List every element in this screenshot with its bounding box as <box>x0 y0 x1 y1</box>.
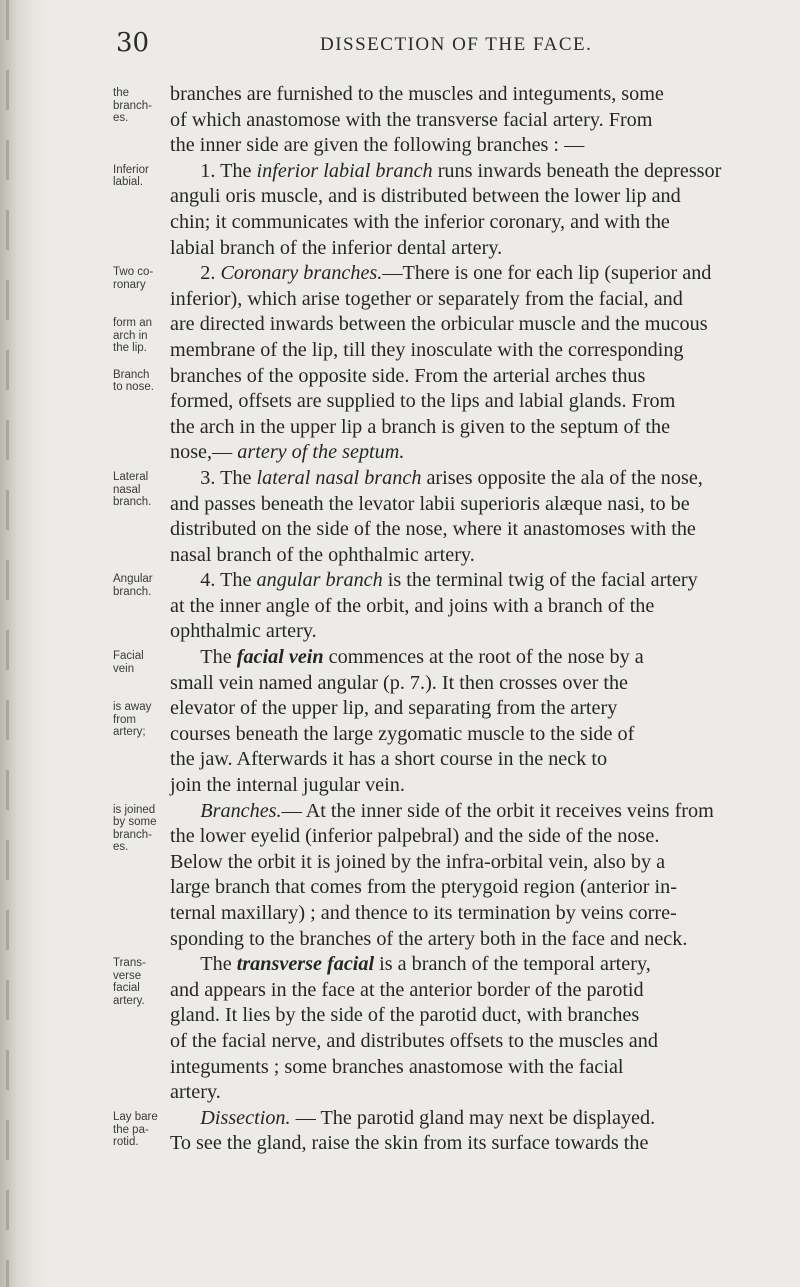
text-segment: at the inner angle of the orbit, and joins with a branch of the <box>170 594 655 617</box>
running-head: DISSECTION OF THE FACE. <box>320 34 593 55</box>
margin-note-line: branch- <box>113 828 152 841</box>
text-line <box>170 850 782 876</box>
text-line <box>170 952 782 978</box>
text-line <box>170 696 782 722</box>
text-segment: nose,— <box>170 441 238 464</box>
margin-note <box>113 1111 173 1149</box>
margin-note-line: branch. <box>113 496 152 508</box>
text-segment: ophthalmic artery. <box>170 620 317 643</box>
text-line <box>170 1029 782 1055</box>
text-segment: To see the gland, raise the skin from its surface towards the <box>170 1132 649 1155</box>
margin-note-line: by some <box>113 816 157 829</box>
emphasized-term: transverse facial <box>236 953 375 976</box>
text-segment: large branch that comes from the pterygoid region (anterior in- <box>170 876 677 899</box>
text-line <box>170 210 782 236</box>
text-line <box>170 261 782 287</box>
text-segment: runs inwards beneath the depressor <box>432 159 722 182</box>
margin-note-line: form an <box>113 317 152 330</box>
margin-note-line: Trans- <box>113 957 146 970</box>
margin-note-line: labial. <box>113 176 144 189</box>
text-line <box>170 1003 782 1029</box>
margin-note-line: nasal <box>113 483 141 496</box>
margin-note <box>113 164 173 189</box>
text-line <box>170 364 782 390</box>
text-line <box>170 338 782 364</box>
margin-note-line: to nose. <box>113 381 154 394</box>
text-segment: membrane of the lip, till they inosculate with the corresponding <box>170 338 684 361</box>
margin-note-line: Facial <box>113 650 144 663</box>
margin-note <box>113 957 173 1007</box>
emphasized-term: inferior labial branch <box>256 159 433 182</box>
text-line <box>170 747 782 773</box>
emphasized-term: lateral nasal branch <box>256 466 422 489</box>
margin-note-line: Two co- <box>113 266 154 279</box>
text-segment: ternal maxillary) ; and thence to its termination by veins corre- <box>170 902 677 924</box>
text-segment: the jaw. Afterwards it has a short course in the neck to <box>170 748 608 771</box>
emphasized-term: Dissection. <box>200 1106 291 1129</box>
margin-note-line: rotid. <box>113 1136 139 1148</box>
text-line <box>170 594 782 620</box>
text-line <box>170 236 782 262</box>
text-line <box>170 645 782 671</box>
book-binding-edge <box>0 0 48 1287</box>
text-segment: of which anastomose with the transverse facial artery. From <box>170 108 653 131</box>
margin-note-line: Lateral <box>113 471 149 483</box>
text-segment: chin; it communicates with the inferior coronary, and with the <box>170 210 670 233</box>
margin-note-line: the pa- <box>113 1123 149 1136</box>
text-segment: the lower eyelid (inferior palpebral) and the side of the nose. <box>170 825 660 848</box>
text-segment: Below the orbit it is joined by the infra-orbital vein, also by a <box>170 850 666 873</box>
text-segment <box>170 800 200 822</box>
text-segment: small vein named angular (p. 7.). It then crosses over the <box>170 671 629 694</box>
text-segment: is the terminal twig of the facial artery <box>382 569 698 592</box>
text-segment: nasal branch of the ophthalmic artery. <box>170 543 475 566</box>
text-line <box>170 159 782 185</box>
text-line <box>170 543 782 569</box>
text-line <box>170 773 782 799</box>
margin-note-line: artery. <box>113 994 145 1007</box>
margin-note-line: from <box>113 713 136 726</box>
text-segment: branches are furnished to the muscles and integuments, some <box>170 83 664 105</box>
emphasized-term: angular branch <box>256 569 383 592</box>
margin-note <box>113 471 173 509</box>
margin-note-line: is joined <box>113 803 156 816</box>
margin-note-line: Angular <box>113 573 153 586</box>
text-segment <box>170 1107 200 1129</box>
text-line <box>170 619 782 645</box>
margin-note-line: ronary <box>113 278 146 291</box>
text-segment: — At the inner side of the orbit it receives veins from <box>281 799 714 822</box>
text-segment: labial branch of the inferior dental artery. <box>170 236 503 259</box>
margin-note-line: Lay bare <box>113 1111 158 1123</box>
text-line <box>170 287 782 313</box>
text-segment: join the internal jugular vein. <box>170 774 405 797</box>
margin-note-line: branch- <box>113 99 152 112</box>
text-line <box>170 671 782 697</box>
margin-note <box>113 266 173 291</box>
margin-note-line: verse <box>113 969 142 982</box>
page-number: 30 <box>116 28 150 58</box>
page-header <box>100 28 760 68</box>
margin-note-line: Inferior <box>113 163 149 176</box>
text-segment: 1. The <box>170 159 257 182</box>
text-segment: the arch in the upper lip a branch is given to the septum of the <box>170 415 671 438</box>
margin-note <box>113 573 173 598</box>
text-line <box>170 82 782 108</box>
text-segment: the inner side are given the following branches : — <box>170 134 585 157</box>
text-segment: are directed inwards between the orbicular muscle and the mucous <box>170 313 708 336</box>
text-line <box>170 415 782 441</box>
text-line <box>170 389 782 415</box>
margin-note-line: vein <box>113 662 135 675</box>
text-line <box>170 517 782 543</box>
text-segment: branches of the opposite side. From the arterial arches thus <box>170 364 646 387</box>
text-segment: The <box>170 646 237 669</box>
text-segment: anguli oris muscle, and is distributed between the lower lip and <box>170 185 681 208</box>
margin-note-line: is away <box>113 701 152 714</box>
text-line <box>170 1131 782 1157</box>
text-segment: 4. The <box>170 569 257 592</box>
margin-note <box>113 317 173 355</box>
margin-note-line: facial <box>113 982 140 995</box>
emphasized-term: facial vein <box>236 646 324 669</box>
margin-note-line: arch in <box>113 329 148 342</box>
text-segment: commences at the root of the nose by a <box>323 646 644 669</box>
margin-note-line: es. <box>113 112 129 124</box>
text-line <box>170 824 782 850</box>
text-segment: integuments ; some branches anastomose with the facial <box>170 1055 624 1078</box>
text-segment: artery. <box>170 1081 221 1104</box>
text-line <box>170 440 782 466</box>
text-line <box>170 568 782 594</box>
margin-note-line: the <box>113 87 129 99</box>
margin-note-line: es. <box>113 841 129 854</box>
text-line <box>170 901 782 927</box>
text-segment: is a branch of the temporal artery, <box>374 953 651 976</box>
text-line <box>170 1055 782 1081</box>
text-segment: distributed on the side of the nose, where it anastomoses with the <box>170 518 696 541</box>
text-segment: 3. The <box>170 466 257 489</box>
margin-note <box>113 369 173 394</box>
text-line <box>170 1080 782 1106</box>
emphasized-term: Branches. <box>200 799 282 822</box>
text-line <box>170 492 782 518</box>
text-line <box>170 312 782 338</box>
margin-note <box>113 650 173 675</box>
text-line <box>170 875 782 901</box>
text-segment: formed, offsets are supplied to the lips and labial glands. From <box>170 390 676 413</box>
emphasized-term: Coronary branches. <box>220 262 383 285</box>
text-segment: inferior), which arise together or separately from the facial, and <box>170 287 683 310</box>
text-line <box>170 978 782 1004</box>
margin-note-line: Branch <box>113 368 150 381</box>
text-segment: 2. <box>170 262 221 285</box>
text-segment: courses beneath the large zygomatic muscle to the side of <box>170 722 635 745</box>
margin-note-line: branch. <box>113 585 152 598</box>
text-segment: sponding to the branches of the artery both in the face and neck. <box>170 927 688 950</box>
text-line <box>170 799 782 825</box>
margin-note-line: artery; <box>113 726 146 739</box>
emphasized-term: artery of the septum. <box>237 441 405 464</box>
text-segment: The <box>170 953 237 976</box>
text-segment: and appears in the face at the anterior border of the parotid <box>170 978 644 1001</box>
text-segment: arises opposite the ala of the nose, <box>421 466 703 489</box>
text-line <box>170 927 782 953</box>
margin-note <box>113 804 173 854</box>
margin-note <box>113 701 173 739</box>
text-segment: gland. It lies by the side of the parotid duct, with branches <box>170 1004 640 1027</box>
text-line <box>170 108 782 134</box>
text-segment: elevator of the upper lip, and separating from the artery <box>170 697 618 720</box>
text-line <box>170 722 782 748</box>
text-line <box>170 184 782 210</box>
body-text <box>170 82 782 1157</box>
text-line <box>170 133 782 159</box>
text-segment: — The parotid gland may next be displayed. <box>290 1106 656 1129</box>
text-segment: —There is one for each lip (superior and <box>382 262 712 285</box>
text-segment: and passes beneath the levator labii superioris alæque nasi, to be <box>170 492 690 515</box>
margin-note-line: the lip. <box>113 342 147 355</box>
margin-note <box>113 87 173 125</box>
text-line <box>170 1106 782 1132</box>
text-line <box>170 466 782 492</box>
text-segment: of the facial nerve, and distributes offsets to the muscles and <box>170 1029 658 1052</box>
